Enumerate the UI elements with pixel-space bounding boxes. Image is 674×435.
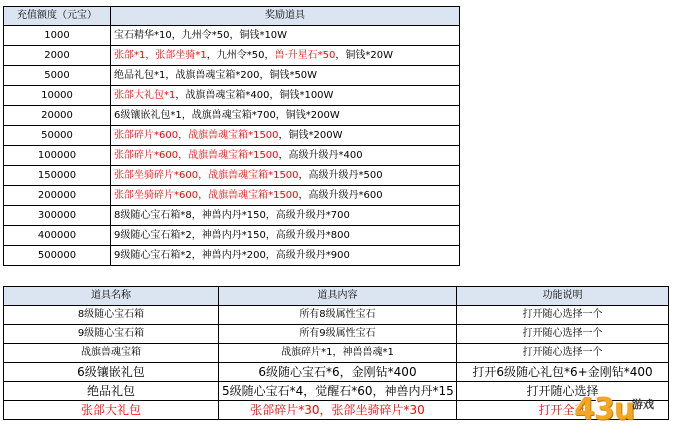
table-row: [4, 325, 669, 344]
item-name-cell: 8级随心宝石箱: [4, 306, 219, 325]
recharge-amount-cell: 150000: [4, 166, 111, 186]
table-row: [4, 166, 460, 186]
reward-text: 6级镶嵌礼包*1，战旗兽魂宝箱*700，铜钱*200W: [114, 109, 340, 121]
table-header-row: [4, 7, 460, 26]
reward-items-cell: [111, 226, 460, 246]
function-desc-cell: 打开随心选择一个: [457, 344, 669, 363]
reward-text: 9级随心宝石箱*2，神兽内丹*200，高级升级丹*900: [114, 249, 350, 261]
item-content-cell: 所有9级属性宝石: [219, 325, 457, 344]
reward-text: ，战旗兽魂宝箱*400，铜钱*100W: [175, 89, 334, 101]
highlight-reward-text: 兽·升星石*50: [274, 49, 336, 61]
item-name-cell: 6级镶嵌礼包: [4, 363, 219, 382]
function-desc-cell: 打开随心选择一个: [457, 325, 669, 344]
item-content-cell: 所有8级属性宝石: [219, 306, 457, 325]
table-row: [4, 344, 669, 363]
header-recharge-amount: 充值额度（元宝）: [4, 7, 111, 26]
recharge-amount-cell: 5000: [4, 66, 111, 86]
reward-items-cell: [111, 46, 460, 66]
table-row: [4, 66, 460, 86]
header-item-name: 道具名称: [4, 287, 219, 306]
function-desc-cell: 打开随心选择一个: [457, 306, 669, 325]
reward-items-cell: [111, 166, 460, 186]
table-row: [4, 86, 460, 106]
recharge-amount-cell: 50000: [4, 126, 111, 146]
table-row: [4, 382, 669, 401]
recharge-amount-cell: 500000: [4, 246, 111, 266]
reward-text: ，九州令*50，: [206, 49, 275, 61]
site-watermark-logo: [574, 392, 672, 434]
header-item-content: 道具内容: [219, 287, 457, 306]
reward-text: 宝石精华*10，九州令*50，铜钱*10W: [114, 29, 288, 41]
recharge-amount-cell: 200000: [4, 186, 111, 206]
table-row: [4, 206, 460, 226]
highlight-reward-text: 张郃坐骑碎片*600，战旗兽魂宝箱*1500: [114, 189, 299, 201]
item-description-table: [3, 286, 669, 420]
function-desc-cell: 打开全部: [457, 401, 669, 420]
reward-items-cell: [111, 106, 460, 126]
reward-text: ，铜钱*200W: [278, 129, 343, 141]
reward-text: 绝品礼包*1，战旗兽魂宝箱*200，铜钱*50W: [114, 69, 318, 81]
table-row: [4, 363, 669, 382]
reward-items-cell: [111, 66, 460, 86]
recharge-amount-cell: 300000: [4, 206, 111, 226]
table-row: [4, 126, 460, 146]
highlight-reward-text: 张郃*1，张郃坐骑*1: [114, 49, 207, 61]
watermark-number: 43u: [574, 392, 635, 427]
reward-items-cell: [111, 246, 460, 266]
recharge-amount-cell: 1000: [4, 26, 111, 46]
recharge-amount-cell: 400000: [4, 226, 111, 246]
reward-items-cell: [111, 146, 460, 166]
reward-text: ，铜钱*20W: [335, 49, 393, 61]
recharge-amount-cell: 2000: [4, 46, 111, 66]
reward-items-cell: [111, 126, 460, 146]
header-function-desc: 功能说明: [457, 287, 669, 306]
table-row: [4, 401, 669, 420]
recharge-amount-cell: 10000: [4, 86, 111, 106]
reward-text: ，高级升级丹*600: [298, 189, 383, 201]
table-row: [4, 26, 460, 46]
item-name-cell: 战旗兽魂宝箱: [4, 344, 219, 363]
highlight-reward-text: 张郃大礼包*1: [114, 89, 176, 101]
table-row: [4, 106, 460, 126]
reward-items-cell: [111, 186, 460, 206]
recharge-amount-cell: 100000: [4, 146, 111, 166]
item-content-cell: 张郃碎片*30，张郃坐骑碎片*30: [219, 401, 457, 420]
reward-items-cell: [111, 86, 460, 106]
table-row: [4, 46, 460, 66]
table-row: [4, 146, 460, 166]
item-name-cell: 绝品礼包: [4, 382, 219, 401]
reward-text: 9级随心宝石箱*2，神兽内丹*150，高级升级丹*800: [114, 229, 350, 241]
highlight-reward-text: 张郃碎片*600，战旗兽魂宝箱*1500: [114, 129, 279, 141]
table-header-row: [4, 287, 669, 306]
table-row: [4, 246, 460, 266]
highlight-reward-text: 张郃碎片*600，战旗兽魂宝箱*1500: [114, 149, 279, 161]
highlight-reward-text: 张郃坐骑碎片*600，战旗兽魂宝箱*1500: [114, 169, 299, 181]
recharge-amount-cell: 20000: [4, 106, 111, 126]
reward-text: 8级随心宝石箱*8，神兽内丹*150，高级升级丹*700: [114, 209, 350, 221]
table-row: [4, 306, 669, 325]
header-reward-items: 奖励道具: [111, 7, 460, 26]
item-content-cell: 5级随心宝石*4，觉醒石*60，神兽内丹*15: [219, 382, 457, 401]
watermark-text: 游戏: [632, 398, 654, 411]
recharge-reward-table: [3, 6, 460, 266]
table-row: [4, 186, 460, 206]
reward-items-cell: [111, 206, 460, 226]
item-name-cell: 9级随心宝石箱: [4, 325, 219, 344]
function-desc-cell: 打开6级随心礼包*6+金刚钻*400: [457, 363, 669, 382]
reward-text: ，高级升级丹*500: [298, 169, 383, 181]
reward-items-cell: [111, 26, 460, 46]
item-content-cell: 6级随心宝石*6，金刚钻*400: [219, 363, 457, 382]
item-content-cell: 战旗碎片*1，神兽兽魂*1: [219, 344, 457, 363]
reward-text: ，高级升级丹*400: [278, 149, 363, 161]
item-name-cell: 张郃大礼包: [4, 401, 219, 420]
function-desc-cell: 打开随心选择: [457, 382, 669, 401]
table-row: [4, 226, 460, 246]
